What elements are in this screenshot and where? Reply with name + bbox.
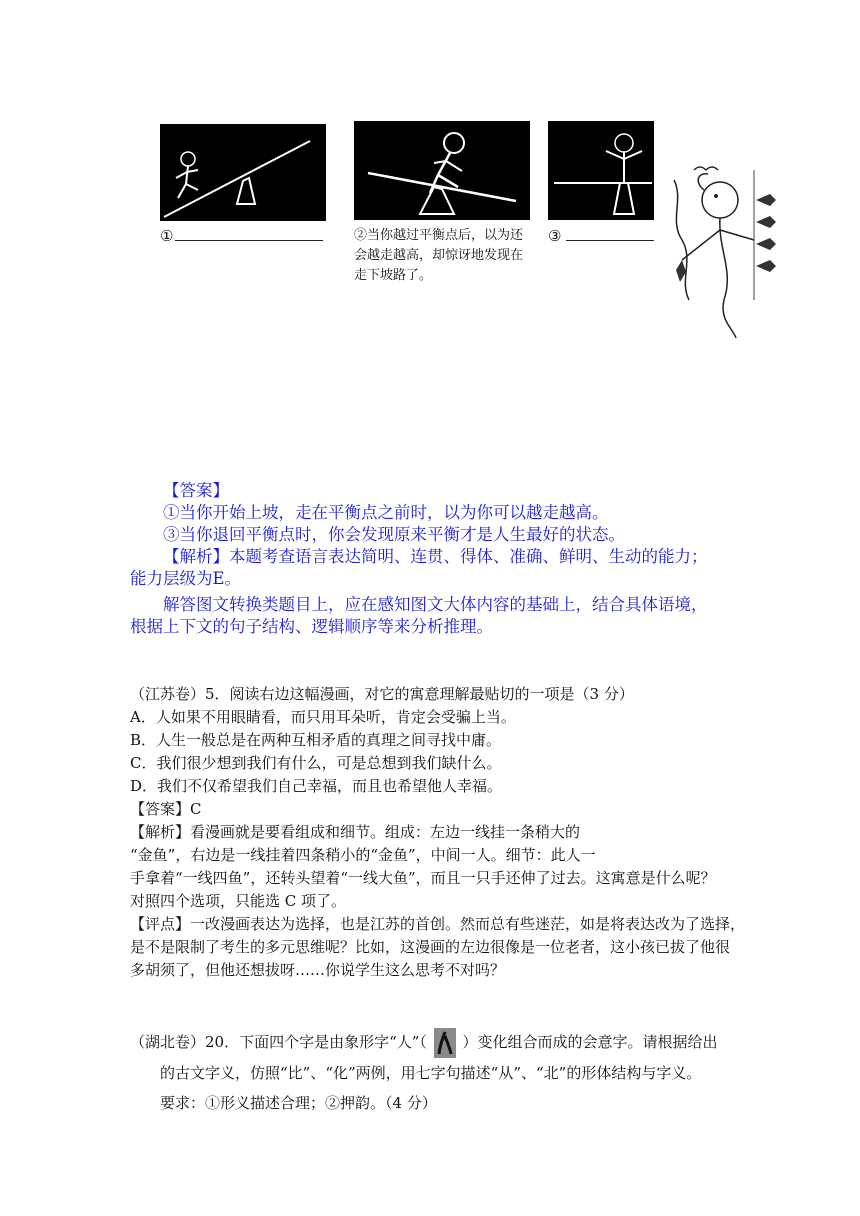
- panel-1-number: ①: [160, 227, 174, 245]
- answer-line-2: ③当你退回平衡点时，你会发现原来平衡才是人生最好的状态。: [163, 525, 625, 544]
- jiangsu-option-b: B．人生一般总是在两种互相矛盾的真理之间寻找中庸。: [130, 731, 502, 749]
- answer-label: 【答案】: [163, 481, 229, 500]
- ren-pictograph-icon: [434, 1028, 456, 1058]
- hubei-line-1-after: ）变化组合而成的会意字。请根据给出: [462, 1033, 718, 1051]
- jiangsu-analysis-line-2: “金鱼”，右边是一线挂着四条稍小的“金鱼”，中间一人。细节：此人一: [130, 846, 596, 864]
- jiangsu-option-c: C．我们很少想到我们有什么，可是总想到我们缺什么。: [130, 754, 502, 772]
- jiangsu-option-a: A．人如果不用眼睛看，而只用耳朵听，肯定会受骗上当。: [130, 708, 516, 726]
- fish-cartoon-illustration: [664, 160, 794, 340]
- hubei-line-2: 的古文字义，仿照“比”、“化”两例，用七字句描述“从”、“北”的形体结构与字义。: [160, 1064, 702, 1082]
- seesaw-downhill-illustration: [354, 121, 530, 220]
- cartoon-panel-1: [160, 124, 326, 221]
- answer-line-1: ①当你开始上坡，走在平衡点之前时，以为你可以越走越高。: [163, 503, 609, 522]
- jiangsu-answer: 【答案】C: [130, 800, 202, 818]
- hubei-line-1: [130, 1028, 718, 1058]
- panel-3-caption: [548, 226, 561, 248]
- analysis-line-1: 【解析】本题考查语言表达简明、连贯、得体、准确、鲜明、生动的能力；: [163, 547, 708, 566]
- jiangsu-option-d: D．我们不仅希望我们自己幸福，而且也希望他人幸福。: [130, 777, 503, 795]
- cartoon-panel-3: [548, 121, 654, 220]
- jiangsu-comment-line-3: 多胡须了，但他还想拔呀……你说学生这么思考不对吗？: [130, 961, 506, 979]
- hubei-line-1-before: （湖北卷）20．下面四个字是由象形字“人”（: [130, 1033, 427, 1051]
- cartoon-panel-2: [354, 121, 530, 220]
- panel-3-number: ③: [548, 227, 562, 245]
- method-line-1: 解答图文转换类题目上，应在感知图文大体内容的基础上，结合具体语境，: [163, 595, 708, 614]
- jiangsu-analysis-line-1: 【解析】看漫画就是要看组成和细节。组成：左边一线挂一条稍大的: [130, 823, 581, 841]
- method-line-2: 根据上下文的句子结构、逻辑顺序等来分析推理。: [130, 617, 493, 636]
- jiangsu-comment-line-1: 【评点】一改漫画表达为选择，也是江苏的首创。然而总有些迷茫，如是将表达改为了选择，: [130, 915, 746, 933]
- jiangsu-analysis-line-4: 对照四个选项，只能选 C 项了。: [130, 892, 347, 910]
- panel-3-blank-line: [566, 240, 654, 241]
- panel-2-caption: [354, 226, 530, 286]
- seesaw-balance-illustration: [548, 121, 654, 220]
- analysis-line-2: 能力层级为E。: [130, 569, 242, 588]
- panel-1-caption: [160, 226, 173, 248]
- panel-2-caption-text: ②当你越过平衡点后，以为还会越走越高，却惊讶地发现在走下坡路了。: [354, 228, 524, 283]
- panel-1-blank-line: [175, 240, 323, 241]
- jiangsu-analysis-line-3: 手拿着“一线四鱼”，还转头望着“一线大鱼”，而且一只手还伸了过去。这寓意是什么呢？: [130, 869, 716, 887]
- jiangsu-question: （江苏卷）5．阅读右边这幅漫画，对它的寓意理解最贴切的一项是（3 分）: [130, 685, 634, 703]
- hubei-line-3: 要求：①形义描述合理；②押韵。（4 分）: [160, 1094, 437, 1112]
- jiangsu-comment-line-2: 是不是限制了考生的多元思维呢？比如，这漫画的左边很像是一位老者，这小孩已拔了他很: [130, 938, 731, 956]
- seesaw-uphill-illustration: [160, 124, 326, 221]
